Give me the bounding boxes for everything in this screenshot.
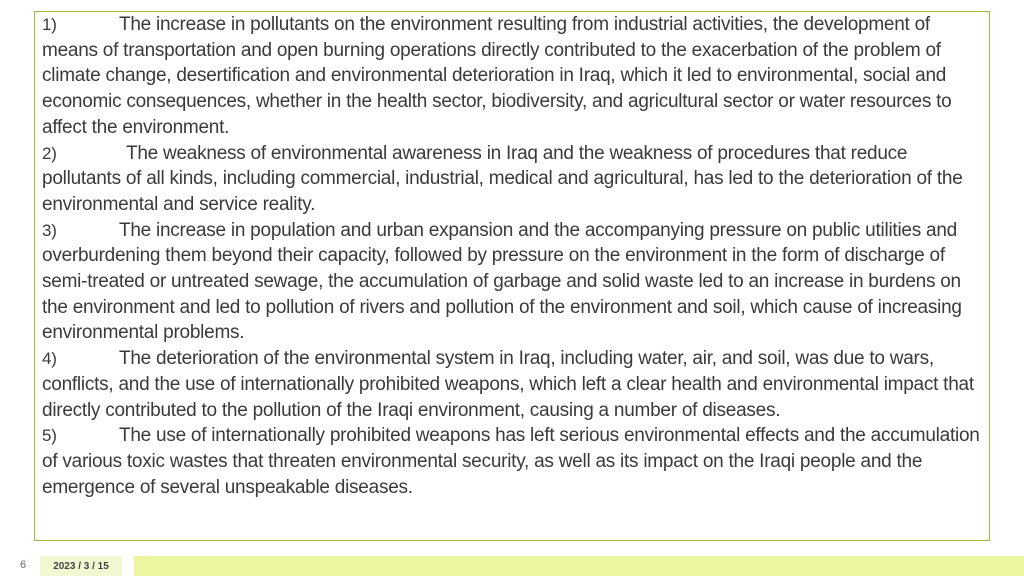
paragraph-text: The increase in population and urban expansion and the accompanying pressure on public utilities and overburdening them beyond their capacity, followed by pressure on the environment in the form of discharge of semi-treated or untreated sewage, the accumulation of garbage and solid waste led to an increase in burdens on the environment and led to pollution of rivers and pollution of the environment and soil, which cause of increasing environmental problems. bbox=[42, 219, 962, 344]
paragraph-text: The deterioration of the environmental system in Iraq, including water, air, and soil, was due to wars, conflicts, and the use of internationally prohibited weapons, which left a clear health and environmental impact that directly contributed to the pollution of the Iraqi environment, causing a number of diseases. bbox=[42, 348, 974, 421]
paragraph-number: 4) bbox=[42, 349, 57, 369]
paragraph-2 bbox=[42, 141, 983, 218]
paragraph-number: 2) bbox=[42, 143, 57, 163]
paragraph-text: The use of internationally prohibited weapons has left serious environmental effects and the accumulation of various toxic wastes that threaten environmental security, as well as its impact on the Iraqi people and the emergence of several unspeakable diseases. bbox=[42, 425, 980, 498]
paragraph-text: The weakness of environmental awareness in Iraq and the weakness of procedures that reduce pollutants of all kinds, including commercial, industrial, medical and agricultural, has led to the deterioration of the environmental and service reality. bbox=[42, 142, 963, 215]
paragraph-number: 5) bbox=[42, 426, 57, 446]
paragraph-number: 1) bbox=[42, 15, 57, 34]
footer-bar bbox=[134, 556, 1024, 576]
paragraph-5 bbox=[42, 423, 983, 500]
slide-number: 6 bbox=[20, 559, 27, 571]
footer-date: 2023 / 3 / 15 bbox=[40, 556, 122, 576]
paragraph-3 bbox=[42, 218, 983, 347]
paragraph-number: 3) bbox=[42, 220, 57, 240]
paragraph-text: The increase in pollutants on the environment resulting from industrial activities, the development of means of transportation and open burning operations directly contributed to the exacerbation of the problem of climate change, desertification and environmental deterioration in Iraq, which it led to environmental, social and economic consequences, whether in the health sector, biodiversity, and agricultural sector or water resources to affect the environment. bbox=[42, 14, 952, 138]
paragraph-4 bbox=[42, 346, 983, 423]
paragraph-1 bbox=[42, 12, 983, 141]
content-box bbox=[34, 11, 990, 541]
